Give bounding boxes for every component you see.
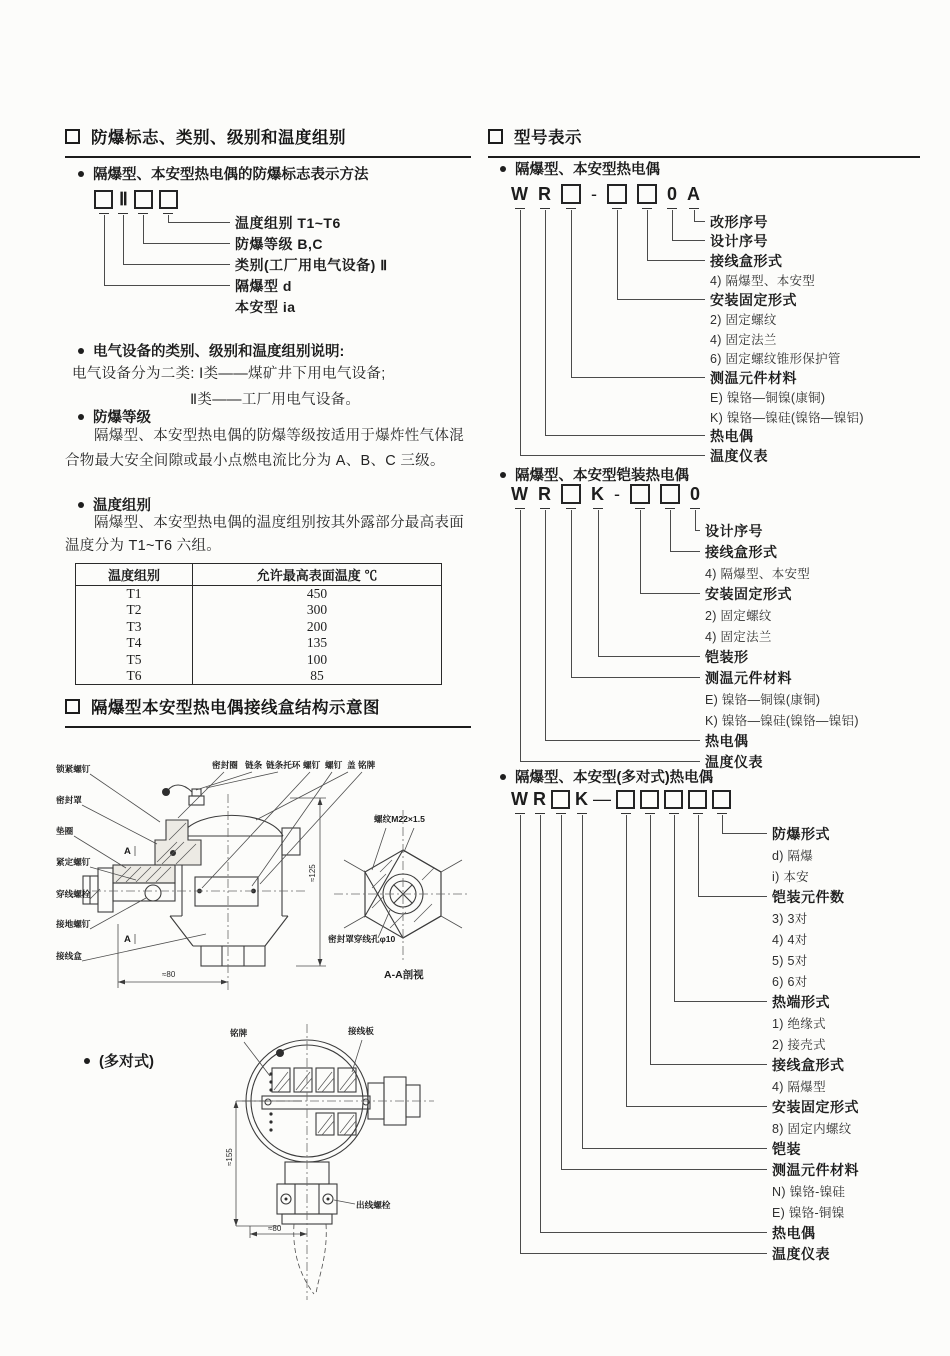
explosion-grade-paragraph: 隔爆型、本安型热电偶的防爆等级按适用于爆炸性气体混合物最大安全间隙或最小点燃电流比分为 A、B、C 三级。: [65, 428, 464, 469]
drawing-label-wire-bolt: 穿线螺栓: [56, 889, 91, 899]
max-temp-cell: 135: [193, 635, 442, 652]
bullet-dot-icon: [500, 472, 506, 478]
diagram-label: 测温元件材料: [772, 1161, 859, 1178]
diagram-label: 类别(工厂用电气设备) Ⅱ: [235, 256, 388, 273]
diagram-labels: [772, 823, 859, 1264]
code-row: [90, 187, 480, 211]
connector-tick: [540, 508, 550, 509]
connector-tick: [642, 208, 652, 209]
diagram-label: 安装固定形式: [705, 585, 792, 602]
table-row: [76, 668, 442, 685]
connector-tick: [566, 508, 576, 509]
drawing-label-junction-box: 接线盒: [56, 951, 82, 961]
drawing-label-terminal-board: 接线板: [348, 1026, 374, 1036]
class-line-2: Ⅱ类——工厂用电气设备。: [190, 392, 361, 408]
code-box: [637, 184, 657, 204]
diagram-sublabel: 5) 5对: [772, 953, 808, 968]
code-char: R: [538, 184, 551, 204]
temp-group-cell: T3: [126, 618, 142, 634]
multi-pair-drawing: [222, 1016, 457, 1308]
code-box: [712, 790, 731, 809]
diagram-label: 接线盒形式: [705, 543, 778, 560]
drawing-label-nameplate: 铭牌: [358, 760, 376, 770]
section-header-explosion-marking: [65, 124, 471, 158]
temp-group-cell: T6: [126, 668, 142, 683]
drawing-label-cover: 盖: [347, 760, 356, 770]
diagram-sublabel: 3) 3对: [772, 911, 808, 926]
connector-tick: [118, 213, 128, 214]
model1-code-diagram: [505, 178, 948, 474]
bullet-text: 温度组别: [93, 498, 151, 514]
diagram-label: 铠装元件数: [772, 888, 845, 905]
connector-tick: [667, 208, 677, 209]
connector-line: [520, 210, 706, 456]
diagram-label: 温度仪表: [705, 753, 763, 770]
diagram-sublabel: d) 隔爆: [772, 848, 814, 863]
code-char: 0: [690, 484, 701, 504]
diagram-sublabel: 4) 隔爆型、本安型: [705, 566, 811, 581]
drawing-label-nameplate: 铭牌: [230, 1028, 248, 1038]
table-row: [76, 619, 442, 636]
drawing-label-seal-ring: 密封圈: [212, 760, 238, 770]
diagram-sublabel: 2) 固定螺纹: [710, 313, 777, 328]
diagram-label: 接线盒形式: [772, 1056, 845, 1073]
code-box: [688, 790, 707, 809]
diagram-sublabel: 6) 6对: [772, 974, 808, 989]
table-row: [76, 586, 442, 603]
diagram-label: 本安型 ia: [235, 298, 296, 315]
table-row: [76, 635, 442, 652]
diagram-label: 安装固定形式: [772, 1098, 859, 1115]
drawing-label-ground-screw: 接地螺钉: [56, 919, 91, 929]
bullet-model1: [500, 158, 660, 179]
diagram-label: 测温元件材料: [705, 669, 792, 686]
section-title: 隔爆型本安型热电偶接线盒结构示意图: [91, 699, 380, 717]
code-box: [616, 790, 635, 809]
drawing-label-set-screw: 紧定螺钉: [56, 857, 91, 867]
diagram-sublabel: 6) 固定螺纹锥形保护管: [710, 352, 841, 367]
code-box: [134, 190, 153, 209]
dimension-width: ≈80: [162, 970, 176, 979]
temp-group-cell: T1: [126, 586, 142, 601]
connector-line: [520, 815, 768, 1254]
code-box: [551, 790, 570, 809]
diagram-label: 铠装形: [705, 648, 749, 665]
max-temp-cell: 300: [193, 602, 442, 619]
class-line-1: 电气设备分为二类: Ⅰ类——煤矿井下用电气设备;: [72, 366, 386, 382]
code-box: [94, 190, 113, 209]
diagram-sublabel: N) 镍铬-镍硅: [772, 1184, 846, 1199]
code-char: K: [575, 789, 588, 809]
max-temp-cell: 100: [193, 652, 442, 669]
code-box: [607, 184, 627, 204]
code-char: W: [511, 789, 528, 809]
drawing-label-chain: 链条: [245, 760, 263, 770]
diagram-label: 热电偶: [710, 428, 754, 445]
drawing-label-screw-1: 螺钉: [303, 760, 321, 770]
checkbox-square-icon: [65, 129, 80, 144]
connector-tick: [621, 813, 631, 814]
connector-tick: [556, 813, 566, 814]
col-header-temp-group: 温度组别: [76, 564, 193, 586]
section-marker-a-top: A: [124, 846, 131, 857]
hex-caption: A-A剖视: [384, 969, 424, 981]
drawing-label-lock-screw: 锁紧螺钉: [56, 764, 91, 774]
diagram-sublabel: 4) 4对: [772, 932, 808, 947]
max-temp-cell: 85: [193, 668, 442, 685]
code-box: [159, 190, 178, 209]
connector-tick: [665, 508, 675, 509]
code-char: R: [538, 484, 551, 504]
drawing-label-screw-2: 螺钉: [325, 760, 343, 770]
diagram-label: 测温元件材料: [710, 369, 797, 386]
checkbox-square-icon: [488, 129, 503, 144]
code-char: K: [591, 484, 604, 504]
hex-section-drawing: [328, 792, 476, 992]
bullet-marking-method: [78, 163, 369, 184]
code-char: —: [593, 789, 611, 809]
diagram-sublabel: i) 本安: [772, 869, 809, 884]
dimension-height: ≈125: [308, 864, 317, 882]
temperature-group-paragraph: 隔爆型、本安型热电偶的温度组别按其外露部分最高表面温度分为 T1~T6 六组。: [65, 515, 464, 554]
section-title: 防爆标志、类别、级别和温度组别: [91, 129, 346, 147]
max-temp-cell: 200: [193, 619, 442, 636]
section-header-junction-box: [65, 694, 471, 728]
diagram-sublabel: 4) 固定法兰: [705, 629, 772, 644]
bullet-class-explanation: [78, 340, 344, 361]
temp-group-cell: T2: [126, 602, 142, 618]
diagram-labels: [235, 212, 388, 317]
diagram-sublabel: 2) 接壳式: [772, 1037, 826, 1052]
code-char: Ⅱ: [119, 189, 128, 209]
bullet-text: 防爆等级: [93, 410, 151, 426]
hex-label-wire-hole: 密封罩穿线孔φ10: [328, 934, 396, 944]
diagram-label: 铠装: [772, 1140, 801, 1157]
connector-tick: [163, 213, 173, 214]
bullet-dot-icon: [78, 348, 84, 354]
diagram-labels: [710, 212, 864, 466]
diagram-sublabel: 4) 隔爆型、本安型: [710, 274, 816, 289]
code-row: [505, 787, 950, 811]
connector-tick: [535, 813, 545, 814]
table-row: [76, 652, 442, 669]
section-title: 型号表示: [514, 129, 582, 147]
code-box: [561, 484, 581, 504]
checkbox-square-icon: [65, 699, 80, 714]
code-char: W: [511, 484, 528, 504]
section-header-model-designation: [488, 124, 920, 158]
bullet-text: 隔爆型、本安型热电偶的防爆标志表示方法: [93, 167, 369, 183]
connector-tick: [593, 508, 603, 509]
connector-tick: [645, 813, 655, 814]
code-char: -: [614, 484, 620, 504]
drawing-label-chain-ring: 链条托环: [266, 760, 301, 770]
code-box: [640, 790, 659, 809]
diagram-sublabel: 2) 固定螺纹: [705, 608, 772, 623]
code-box: [660, 484, 680, 504]
drawing-label-seal-cover: 密封罩: [56, 795, 82, 805]
diagram-sublabel: E) 镍铬-铜镍: [772, 1205, 845, 1220]
diagram-label: 热电偶: [705, 732, 749, 749]
col-header-max-temp: 允许最高表面温度 ℃: [193, 564, 442, 586]
code-row: [505, 482, 948, 506]
connector-tick: [99, 213, 109, 214]
connector-tick: [717, 813, 727, 814]
diagram-sublabel: 4) 隔爆型: [772, 1079, 826, 1094]
dimension-height: ≈155: [225, 1148, 234, 1166]
marking-code-diagram: [90, 183, 480, 323]
section-marker-a-bottom: A: [124, 934, 131, 945]
bullet-dot-icon: [84, 1058, 90, 1064]
connector-tick: [693, 813, 703, 814]
code-char: -: [591, 184, 597, 204]
diagram-label: 设计序号: [710, 233, 768, 250]
diagram-label: 防爆等级 B,C: [235, 235, 323, 252]
table-header-row: [76, 564, 442, 586]
diagram-label: 温度仪表: [710, 447, 768, 464]
max-temp-cell: 450: [193, 586, 442, 603]
code-char: A: [687, 184, 701, 204]
bullet-multi-pair: [84, 1050, 154, 1071]
dimension-width: ≈80: [268, 1224, 282, 1233]
connector-tick: [540, 208, 550, 209]
connector-tick: [577, 813, 587, 814]
diagram-label: 热端形式: [772, 993, 830, 1010]
connector-tick: [635, 508, 645, 509]
connector-tick: [669, 813, 679, 814]
bullet-text: 隔爆型、本安型热电偶: [515, 162, 660, 178]
bullet-dot-icon: [78, 171, 84, 177]
bullet-text: (多对式): [99, 1053, 154, 1070]
code-box: [664, 790, 683, 809]
diagram-label: 接线盒形式: [710, 252, 783, 269]
diagram-label: 防爆形式: [772, 825, 830, 842]
diagram-sublabel: K) 镍铬—镍硅(镍铬—镍铝): [705, 713, 859, 728]
drawing-label-outlet-bolt: 出线螺栓: [356, 1200, 391, 1210]
drawing-label-washer: 垫圈: [56, 826, 74, 836]
connector-tick: [566, 208, 576, 209]
model2-code-diagram: [505, 478, 948, 770]
bullet-dot-icon: [500, 166, 506, 172]
diagram-label: 热电偶: [772, 1224, 816, 1241]
code-char: W: [511, 184, 528, 204]
diagram-sublabel: 1) 绝缘式: [772, 1016, 826, 1031]
connector-tick: [690, 508, 700, 509]
bullet-text: 隔爆型、本安型(多对式)热电偶: [515, 770, 714, 786]
diagram-sublabel: K) 镍铬—镍硅(镍铬—镍铝): [710, 410, 864, 425]
model3-code-diagram: [505, 783, 950, 1283]
diagram-label: 温度仪表: [772, 1245, 830, 1262]
temp-group-cell: T5: [126, 651, 142, 667]
temperature-group-table: [75, 563, 442, 685]
bullet-dot-icon: [78, 414, 84, 420]
connector-tick: [515, 208, 525, 209]
diagram-label: 设计序号: [705, 522, 763, 539]
connector-tick: [138, 213, 148, 214]
temp-group-cell: T4: [126, 635, 142, 651]
code-row: [505, 182, 948, 206]
code-char: 0: [667, 184, 678, 204]
diagram-sublabel: E) 镍铬—铜镍(康铜): [710, 391, 826, 406]
connector-tick: [689, 208, 699, 209]
code-char: R: [533, 789, 546, 809]
bullet-dot-icon: [500, 774, 506, 780]
diagram-labels: [705, 520, 859, 772]
bullet-text: 电气设备的类别、级别和温度组别说明:: [93, 344, 345, 360]
diagram-sublabel: E) 镍铬—铜镍(康铜): [705, 692, 821, 707]
table-row: [76, 602, 442, 619]
code-box: [561, 184, 581, 204]
bullet-dot-icon: [78, 502, 84, 508]
diagram-sublabel: 8) 固定内螺纹: [772, 1121, 852, 1136]
diagram-label: 改形序号: [710, 213, 768, 230]
diagram-label: 隔爆型 d: [235, 277, 292, 294]
connector-tick: [515, 508, 525, 509]
code-box: [630, 484, 650, 504]
hex-label-thread: 螺纹M22×1.5: [374, 814, 425, 824]
connector-line: [520, 510, 701, 762]
diagram-sublabel: 4) 固定法兰: [710, 332, 777, 347]
bullet-text: 隔爆型、本安型铠装热电偶: [515, 468, 689, 484]
connector-line: [104, 215, 231, 286]
diagram-label: 温度组别 T1~T6: [235, 214, 341, 231]
connector-tick: [515, 813, 525, 814]
diagram-label: 安装固定形式: [710, 291, 797, 308]
connector-tick: [612, 208, 622, 209]
